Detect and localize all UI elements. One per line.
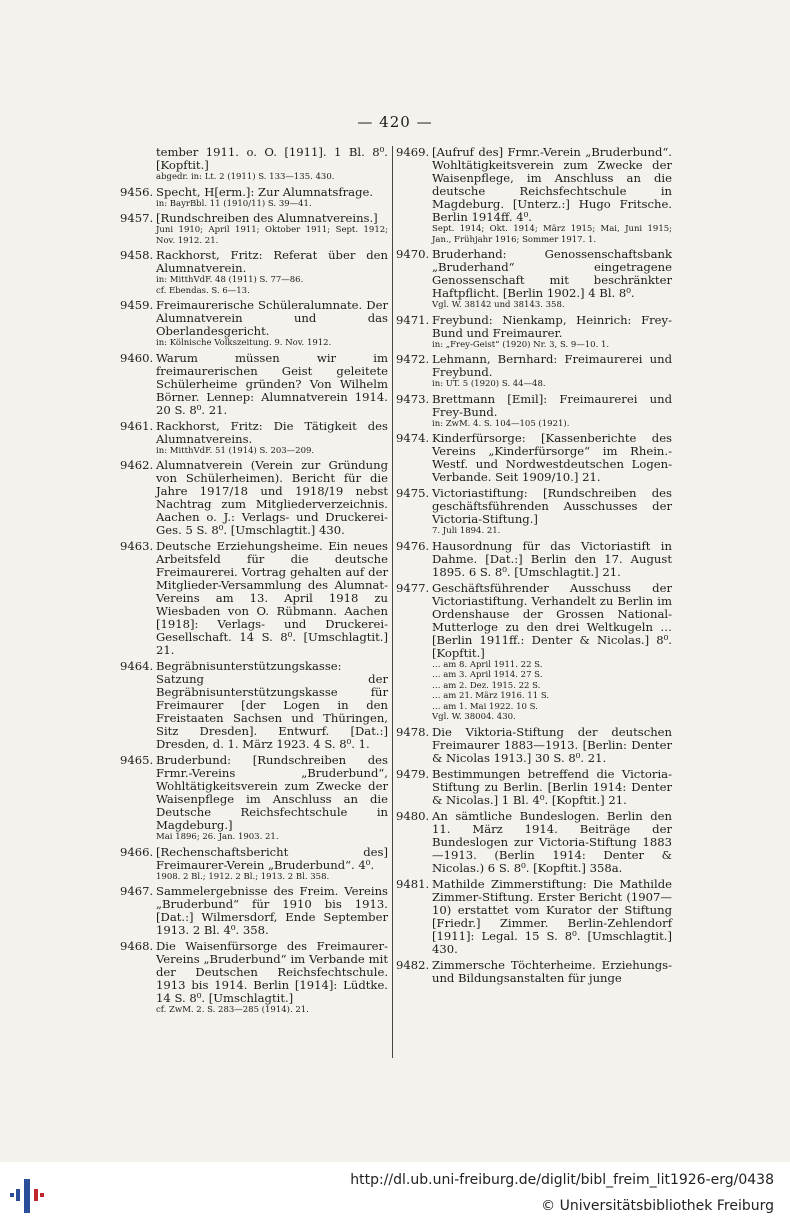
entry-number: 9467. [120,884,154,898]
entry-text: Hausordnung für das Victoriastift in Dahme. [Dat.:] Berlin den 17. August 1895. 6 S. 8⁰. [Umschlagtit.] 21. [432,538,672,579]
bibliography-entry [120,420,388,457]
entry-number: 9464. [120,659,154,673]
bibliography-entry [120,940,388,1016]
bibliography-entry [120,660,388,751]
entry-number: 9470. [396,247,430,261]
bibliography-entry [396,353,672,390]
entry-text: Die Viktoria-Stiftung der deutschen Freimaurer 1883—1913. [Berlin: Denter & Nicolas 1913.] 30 S. 8⁰. 21. [432,724,672,765]
entry-text: Kinderfürsorge: [Kassenberichte des Vereins „Kinderfürsorge“ im Rhein.-Westf. und Nordwestdeutschen Logen-Verbande. Seit 1909/10.] 21. [432,431,672,484]
entry-note: cf. Ebendas. S. 6—13. [156,285,250,296]
entry-note: in: BayrBbl. 11 (1910/11) S. 39—41. [156,198,312,209]
entry-number: 9460. [120,350,154,365]
bibliography-entry [396,582,672,723]
left-column [120,146,388,1019]
entry-note: in: MitthVdF. 48 (1911) S. 77—86. [156,275,304,285]
bibliography-entry [396,393,672,430]
bibliography-entry [120,186,388,210]
entry-note: 1908. 2 Bl.; 1912. 2 Bl.; 1913. 2 Bl. 358. [156,871,330,882]
bibliography-entry [396,878,672,956]
entry-number: 9478. [396,724,430,739]
entry-note: in: „Frey-Geist“ (1920) Nr. 3, S. 9—10. 1. [432,339,610,350]
entry-text: An sämtliche Bundeslogen. Berlin den 11. März 1914. Beiträge der Bundeslogen zur Victoria-Stiftung 1883—1913. (Berlin 1914: Denter & Nicolas.) 6 S. 8⁰. [Kopftit.] 358a. [432,808,672,875]
entry-number: 9477. [396,580,430,595]
bibliography-entry [120,146,388,183]
page-number: — 420 — [357,113,433,131]
entry-note: Mai 1896; 26. Jan. 1903. 21. [156,832,279,842]
entry-number: 9463. [120,539,154,553]
entry-text: Specht, H[erm.]: Zur Alumnatsfrage. [156,184,374,199]
entry-number: 9458. [120,248,154,262]
bibliography-entry [120,754,388,843]
entry-text: Die Waisenfürsorge des Freimaurer-Vereins „Bruderbund“ im Verbande mit der Deutschen Reichsfechtschule. 1913 bis 1914. Berlin [1914]: Lüdtke. 14 S. 8⁰. [Umschlagtit.] [156,939,388,1005]
entry-text: Bestimmungen betreffend die Victoria-Stiftung zu Berlin. [Berlin 1914: Denter & Nicolas.] 1 Bl. 4⁰. [Kopftit.] 21. [432,766,672,807]
bibliography-entry [120,212,388,246]
bibliography-entry [396,314,672,351]
entry-number: 9474. [396,431,430,445]
entry-number: 9457. [120,211,154,225]
entry-note: Juni 1910; April 1911; Oktober 1911; Sept. 1912; Nov. 1912. 21. [156,225,388,246]
entry-note: … am 3. April 1914. 27 S. [432,670,543,680]
bibliography-entry [396,810,672,875]
column-divider [392,146,393,1058]
entry-number: 9459. [120,298,154,312]
bibliography-entry [120,885,388,937]
entry-number: 9475. [396,486,430,500]
entry-note: in: ZwM. 4. S. 104—105 (1921). [432,418,570,429]
bibliography-entry [396,432,672,484]
entry-text: [Rechenschaftsbericht des] Freimaurer-Verein „Bruderbund“. 4⁰. [156,844,388,872]
entry-note: … am 2. Dez. 1915. 22 S. [432,680,541,691]
entry-number: 9461. [120,418,154,433]
entry-text: Zimmersche Töchterheime. Erziehungs- und Bildungsanstalten für junge [432,957,672,985]
copyright-notice: © Universitätsbibliothek Freiburg [541,1198,774,1214]
entry-text: Rackhorst, Fritz: Referat über den Alumnatverein. [156,248,388,275]
entry-number: 9472. [396,352,430,366]
bibliography-entry [120,459,388,537]
entry-number: 9462. [120,458,154,472]
entry-text: Deutsche Erziehungsheime. Ein neues Arbeitsfeld für die deutsche Freimaurerei. Vortrag gehalten auf der Mitglieder-Versammlung des Alumnat-Vereins am 13. April 1918 zu Wiesbaden von O. Rübmann. Aachen [1918]: Verlags- und Druckerei-Gesellschaft. 14 S. 8⁰. [Umschlagtit.] 21. [156,539,388,657]
entry-number: 9482. [396,957,430,972]
entry-text: Bruderbund: [Rundschreiben des Frmr.-Vereins „Bruderbund“, Wohltätigkeitsverein zum Zwecke der Waisenpflege im Anschluss an die Deutsche Reichsfechtschule in Magdeburg.] [156,753,388,832]
bibliography-entry [396,540,672,579]
entry-number: 9466. [120,844,154,859]
entry-text: Begräbnisunterstützungskasse: Satzung der Begräbnisunterstützungskasse für Freimaurer [der Logen in den Freistaaten Sachsen und Thüringen, Sitz Dresden]. Entwurf. [Dat.:] Dresden, d. 1. März 1923. 4 S. 8⁰. 1. [156,659,388,751]
entry-number: 9481. [396,876,430,891]
entry-text: Sammelergebnisse des Freim. Vereins „Bruderbund“ für 1910 bis 1913. [Dat.:] Wilmersdorf, Ende September 1913. 2 Bl. 4⁰. 358. [156,884,388,937]
entry-note: … am 21. März 1916. 11 S. [432,691,550,701]
entry-text: Freybund: Nienkamp, Heinrich: Frey-Bund und Freimaurer. [432,312,672,340]
entry-text: Rackhorst, Fritz: Die Tätigkeit des Alumnatvereins. [156,418,388,446]
bibliography-entry [120,846,388,883]
entry-number: 9476. [396,538,430,553]
entry-number: 9471. [396,312,430,327]
bibliography-entry [396,959,672,985]
entry-text: Warum müssen wir im freimaurerischen Geist geleitete Schülerheime gründen? Von Wilhelm Börner. Lennep: Alumnatverein 1914. 20 S. 8⁰. 21. [156,350,388,417]
bibliography-entry [120,299,388,349]
bibliography-entry [396,487,672,537]
entry-note: Sept. 1914; Okt. 1914; März 1915; Mai, Juni 1915; Jan., Frühjahr 1916; Sommer 1917. 1. [432,224,672,245]
entry-text: Geschäftsführender Ausschuss der Victoriastiftung. Verhandelt zu Berlin im Ordenshause der Grossen National-Mutterloge zu den drei Weltkugeln … [Berlin 1911ff.: Denter & Nicolas.] 8⁰. [Kopftit.] [432,580,672,660]
entry-note: in: MitthVdF. 51 (1914) S. 203—209. [156,445,315,456]
entry-text: Brettmann [Emil]: Freimaurerei und Frey-Bund. [432,391,672,419]
entry-note: in: UT. 5 (1920) S. 44—48. [432,379,546,389]
entry-note: in: Kölnische Volkszeitung. 9. Nov. 1912. [156,338,332,348]
bibliography-entry [120,352,388,417]
entry-number: 9465. [120,753,154,767]
library-logo-icon [10,1173,50,1217]
entry-text: Mathilde Zimmerstiftung: Die Mathilde Zimmer-Stiftung. Erster Bericht (1907—10) erstattet vom Kurator der Stiftung [Friedr.] Zimmer. Berlin-Zehlendorf [1911]: Legal. 15 S. 8⁰. [Umschlagtit.] 430. [432,876,672,956]
bibliography-entry [396,768,672,807]
entry-text: Bruderhand: Genossenschaftsbank „Bruderhand“ eingetragene Genossenschaft mit beschränkter Haftpflicht. [Berlin 1902.] 4 Bl. 8⁰. [432,247,672,300]
permalink-url[interactable]: http://dl.ub.uni-freiburg.de/diglit/bibl_freim_lit1926-erg/0438 [350,1172,774,1188]
entry-text: Freimaurerische Schüleralumnate. Der Alumnatverein und das Oberlandesgericht. [156,298,388,338]
bibliography-entry [396,726,672,765]
entry-text: [Aufruf des] Frmr.-Verein „Bruderbund“. Wohltätigkeitsverein zum Zwecke der Waisenpflege, im Anschluss an die deutsche Reichsfechtschule in Magdeburg. [Unterz.:] Hugo Fritsche. Berlin 1914ff. 4⁰. [432,145,672,224]
entry-note: 7. Juli 1894. 21. [432,526,501,536]
entry-text: Alumnatverein (Verein zur Gründung von Schülerheimen). Bericht für die Jahre 1917/18 und 1918/19 nebst Nachtrag zum Mitgliederverzeichnis. Aachen o. J.: Verlags- und Druckerei-Ges. 5 S. 8⁰. [Umschlagtit.] 430. [156,458,388,537]
entry-text: tember 1911. o. O. [1911]. 1 Bl. 8⁰. [Kopftit.] [156,145,388,172]
entry-number: 9468. [120,939,154,953]
entry-note: abgedr. in: Lt. 2 (1911) S. 133—135. 430. [156,172,335,182]
bibliography-entry [120,249,388,296]
bibliography-entry [120,540,388,657]
entry-note: Vgl. W. 38142 und 38143. 358. [432,300,565,310]
entry-number: 9473. [396,391,430,406]
entry-number: 9469. [396,145,430,159]
entry-note: Vgl. W. 38004. 430. [432,712,516,722]
bibliography-entry [396,248,672,311]
entry-text: Victoriastiftung: [Rundschreiben des geschäftsführenden Ausschusses der Victoria-Stiftung.] [432,486,672,526]
entry-number: 9479. [396,766,430,781]
entry-text: [Rundschreiben des Alumnatvereins.] [156,211,378,225]
right-column [396,146,672,988]
entry-number: 9480. [396,808,430,823]
entry-note: … am 1. Mai 1922. 10 S. [432,701,538,712]
entry-note: … am 8. April 1911. 22 S. [432,659,543,670]
entry-number: 9456. [120,184,154,199]
bibliography-entry [396,146,672,245]
entry-text: Lehmann, Bernhard: Freimaurerei und Freybund. [432,352,672,379]
entry-note: cf. ZwM. 2. S. 283—285 (1914). 21. [156,1005,309,1015]
